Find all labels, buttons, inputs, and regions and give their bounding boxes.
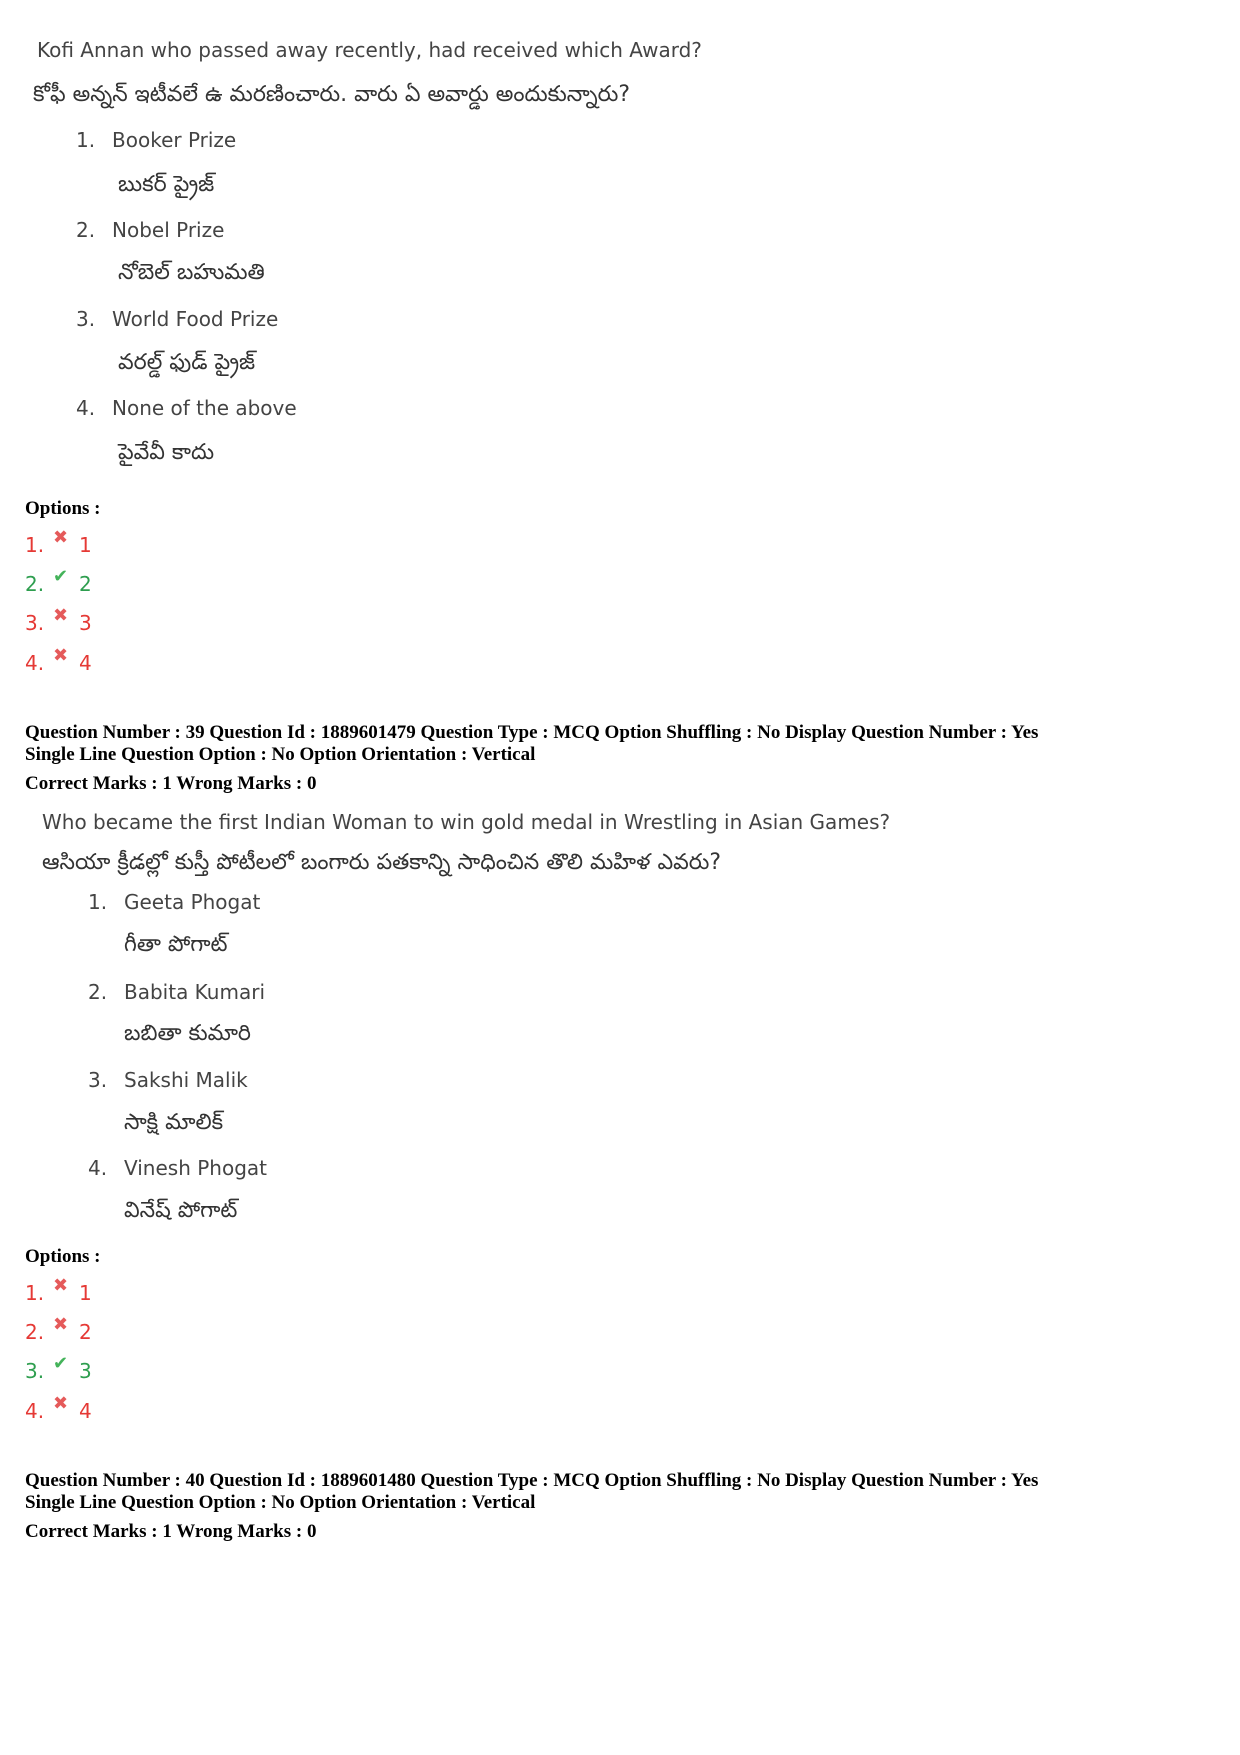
option-item xyxy=(76,307,278,331)
answer-number: 1. xyxy=(25,1281,45,1305)
answer-number: 2. xyxy=(25,572,45,596)
answer-value: 2 xyxy=(79,572,92,596)
option-label-en: World Food Prize xyxy=(112,307,279,331)
options-heading: Options : xyxy=(25,1246,101,1267)
answer-option xyxy=(25,1313,92,1347)
cross-icon: ✖ xyxy=(53,1392,69,1414)
option-item xyxy=(88,1156,267,1180)
answer-number: 3. xyxy=(25,1359,45,1383)
option-number: 3. xyxy=(76,307,96,331)
question-meta: Question Number : 39 Question Id : 1889601479 Question Type : MCQ Option Shuffling : No Display Question Number : Yes xyxy=(25,722,1039,743)
answer-number: 4. xyxy=(25,651,45,675)
option-label-te: వరల్డ్ ఫుడ్ ప్రైజ్ xyxy=(118,350,256,375)
option-label-te: వినేష్ పోగాట్ xyxy=(124,1198,238,1223)
answer-option xyxy=(25,604,92,638)
question-marks: Correct Marks : 1 Wrong Marks : 0 xyxy=(25,773,317,794)
option-number: 3. xyxy=(88,1068,108,1092)
option-number: 2. xyxy=(76,218,96,242)
answer-value: 4 xyxy=(79,651,92,675)
option-item xyxy=(88,1068,248,1092)
question-meta: Single Line Question Option : No Option Orientation : Vertical xyxy=(25,1492,536,1513)
question-meta: Question Number : 40 Question Id : 1889601480 Question Type : MCQ Option Shuffling : No Display Question Number : Yes xyxy=(25,1470,1039,1491)
question-text-te: కోఫీ అన్నన్ ఇటీవలే ఉ మరణించారు. వారు ఏ అవార్డు అందుకున్నారు? xyxy=(33,82,631,107)
cross-icon: ✖ xyxy=(53,644,69,666)
question-text-te: ఆసియా క్రీడల్లో కుస్తీ పోటీలలో బంగారు పతకాన్ని సాధించిన తొలి మహిళ ఎవరు? xyxy=(42,850,722,875)
option-number: 4. xyxy=(76,396,96,420)
option-label-en: Geeta Phogat xyxy=(124,890,261,914)
cross-icon: ✖ xyxy=(53,1274,69,1296)
option-item xyxy=(76,128,236,152)
answer-option xyxy=(25,1352,92,1386)
option-label-te: నోబెల్ బహుమతి xyxy=(118,260,265,285)
option-label-en: Sakshi Malik xyxy=(124,1068,248,1092)
answer-number: 1. xyxy=(25,533,45,557)
answer-option xyxy=(25,565,92,599)
option-label-te: పైవేవీ కాదు xyxy=(118,440,215,465)
option-item xyxy=(76,218,224,242)
option-number: 4. xyxy=(88,1156,108,1180)
cross-icon: ✖ xyxy=(53,1313,69,1335)
answer-number: 3. xyxy=(25,611,45,635)
question-text-en: Who became the first Indian Woman to win gold medal in Wrestling in Asian Games? xyxy=(42,810,891,834)
question-text-en: Kofi Annan who passed away recently, had received which Award? xyxy=(37,38,702,62)
option-label-te: బుకర్ ప్రైజ్ xyxy=(118,172,215,197)
answer-option xyxy=(25,1392,92,1426)
option-number: 2. xyxy=(88,980,108,1004)
option-label-en: Babita Kumari xyxy=(124,980,265,1004)
option-item xyxy=(88,980,265,1004)
answer-number: 2. xyxy=(25,1320,45,1344)
answer-option xyxy=(25,526,92,560)
option-label-te: గీతా పోగాట్ xyxy=(124,932,228,957)
check-icon: ✔ xyxy=(53,1352,69,1374)
option-label-en: Booker Prize xyxy=(112,128,237,152)
option-item xyxy=(76,396,297,420)
answer-value: 3 xyxy=(79,1359,92,1383)
option-label-te: సాక్షి మాలిక్ xyxy=(124,1110,224,1135)
option-item xyxy=(88,890,260,914)
option-label-en: None of the above xyxy=(112,396,297,420)
option-number: 1. xyxy=(76,128,96,152)
option-label-en: Vinesh Phogat xyxy=(124,1156,267,1180)
cross-icon: ✖ xyxy=(53,526,69,548)
cross-icon: ✖ xyxy=(53,604,69,626)
answer-value: 1 xyxy=(79,1281,92,1305)
options-heading: Options : xyxy=(25,498,101,519)
question-meta: Single Line Question Option : No Option Orientation : Vertical xyxy=(25,744,536,765)
check-icon: ✔ xyxy=(53,565,69,587)
answer-value: 2 xyxy=(79,1320,92,1344)
answer-option xyxy=(25,1274,92,1308)
answer-value: 3 xyxy=(79,611,92,635)
answer-option xyxy=(25,644,92,678)
question-marks: Correct Marks : 1 Wrong Marks : 0 xyxy=(25,1521,317,1542)
option-label-te: బబితా కుమారి xyxy=(124,1021,251,1046)
option-label-en: Nobel Prize xyxy=(112,218,225,242)
answer-value: 4 xyxy=(79,1399,92,1423)
answer-number: 4. xyxy=(25,1399,45,1423)
answer-value: 1 xyxy=(79,533,92,557)
option-number: 1. xyxy=(88,890,108,914)
